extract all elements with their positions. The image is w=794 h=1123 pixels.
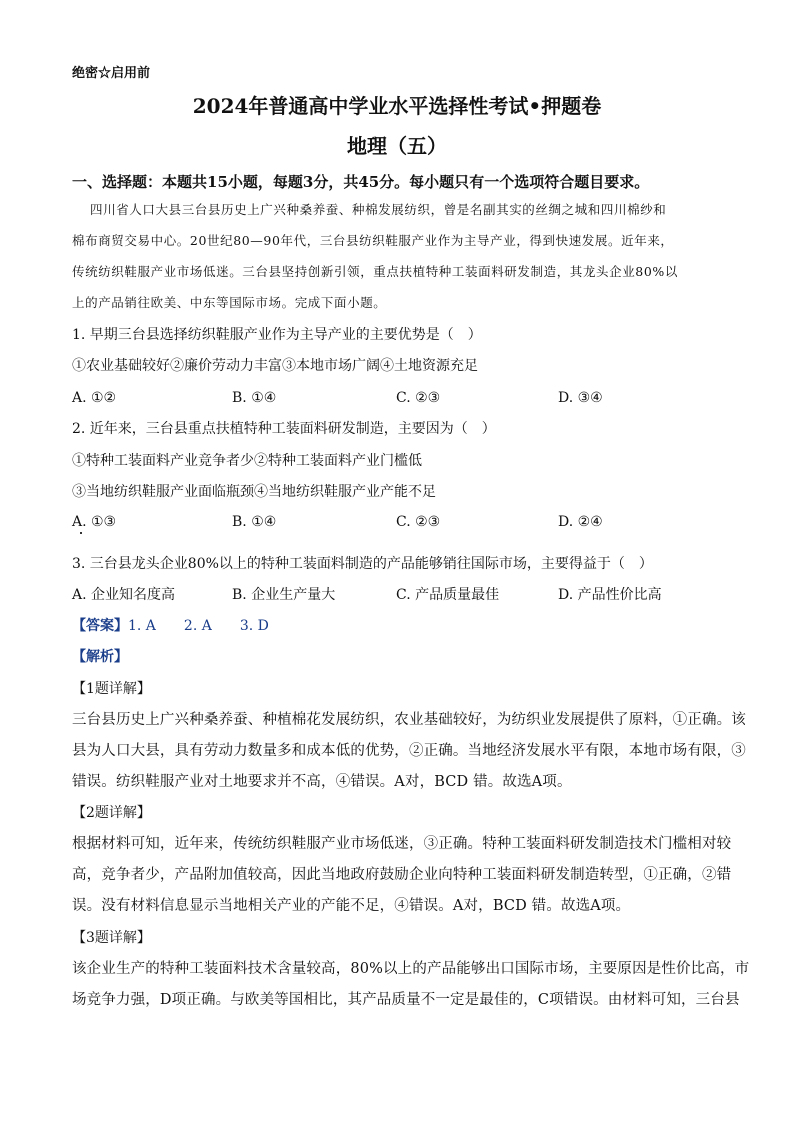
question-2-items-2: ③当地纺织鞋服产业面临瓶颈④当地纺织鞋服产业产能不足 bbox=[72, 484, 436, 500]
answer-label: 【答案】 bbox=[72, 618, 128, 634]
detail-1-label: 【1题详解】 bbox=[72, 681, 151, 697]
q2-option-a: A. ①③ bbox=[72, 514, 117, 530]
q1-option-d: D. ③④ bbox=[558, 390, 603, 406]
q2-option-c: C. ②③ bbox=[396, 514, 441, 530]
detail-2-line: 根据材料可知，近年来，传统纺织鞋服产业市场低迷，③正确。特种工装面料研发制造技术门槛相对较 bbox=[72, 836, 732, 852]
material-line: 上的产品销往欧美、中东等国际市场。完成下面小题。 bbox=[72, 295, 387, 310]
q2-option-d: D. ②④ bbox=[558, 514, 603, 530]
analysis-label: 【解析】 bbox=[72, 649, 128, 665]
q2-option-b: B. ①④ bbox=[232, 514, 277, 530]
detail-2-line: 误。没有材料信息显示当地相关产业的产能不足，④错误。A对，BCD 错。故选A项。 bbox=[72, 898, 631, 914]
material-line: 四川省人口大县三台县历史上广兴种桑养蚕、种棉发展纺织，曾是名副其实的丝绸之城和四川棉纱和 bbox=[90, 202, 667, 217]
detail-1-line: 错误。纺织鞋服产业对土地要求并不高，④错误。A对，BCD 错。故选A项。 bbox=[72, 774, 572, 790]
section-heading: 一、选择题：本题共15小题，每题3分，共45分。每小题只有一个选项符合题目要求。 bbox=[72, 173, 650, 191]
answer-text: 1. A 2. A 3. D bbox=[128, 618, 269, 634]
confidential-label: 绝密☆启用前 bbox=[72, 66, 151, 81]
q3-option-a: A. 企业知名度高 bbox=[72, 587, 176, 603]
question-1-items: ①农业基础较好②廉价劳动力丰富③本地市场广阔④土地资源充足 bbox=[72, 358, 478, 374]
q3-option-c: C. 产品质量最佳 bbox=[396, 587, 500, 603]
material-line: 传统纺织鞋服产业市场低迷。三台县坚持创新引领，重点扶植特种工装面料研发制造，其龙头企业80%以 bbox=[72, 264, 678, 279]
detail-1-line: 县为人口大县，具有劳动力数量多和成本低的优势，②正确。当地经济发展水平有限，本地市场有限，③ bbox=[72, 743, 746, 759]
exam-title: 2024年普通高中学业水平选择性考试•押题卷 bbox=[192, 94, 602, 118]
question-2-stem: 2. 近年来，三台县重点扶植特种工装面料研发制造，主要因为（ ） bbox=[72, 421, 496, 437]
detail-3-line: 场竞争力强，D项正确。与欧美等国相比，其产品质量不一定是最佳的，C项错误。由材料可知，三台县 bbox=[72, 992, 740, 1008]
q1-option-a: A. ①② bbox=[72, 390, 117, 406]
stray-dot bbox=[80, 532, 82, 534]
detail-1-line: 三台县历史上广兴种桑养蚕、种植棉花发展纺织，农业基础较好，为纺织业发展提供了原料，①正确。该 bbox=[72, 712, 746, 728]
detail-3-line: 该企业生产的特种工装面料技术含量较高，80%以上的产品能够出口国际市场，主要原因是性价比高，市 bbox=[72, 961, 750, 977]
detail-3-label: 【3题详解】 bbox=[72, 930, 151, 946]
question-2-items-1: ①特种工装面料产业竞争者少②特种工装面料产业门槛低 bbox=[72, 453, 422, 469]
q1-option-c: C. ②③ bbox=[396, 390, 441, 406]
question-3-stem: 3. 三台县龙头企业80%以上的特种工装面料制造的产品能够销往国际市场，主要得益于（ ） bbox=[72, 556, 653, 572]
question-1-stem: 1. 早期三台县选择纺织鞋服产业作为主导产业的主要优势是（ ） bbox=[72, 327, 482, 343]
subject-title: 地理（五） bbox=[347, 134, 447, 158]
detail-2-line: 高，竞争者少，产品附加值较高，因此当地政府鼓励企业向特种工装面料研发制造转型，①正确，②错 bbox=[72, 867, 732, 883]
q3-option-d: D. 产品性价比高 bbox=[558, 587, 662, 603]
q1-option-b: B. ①④ bbox=[232, 390, 277, 406]
material-line: 棉布商贸交易中心。20世纪80—90年代，三台县纺织鞋服产业作为主导产业，得到快速发展。近年来， bbox=[72, 233, 674, 248]
q3-option-b: B. 企业生产量大 bbox=[232, 587, 336, 603]
detail-2-label: 【2题详解】 bbox=[72, 805, 151, 821]
answer-line bbox=[72, 616, 269, 636]
